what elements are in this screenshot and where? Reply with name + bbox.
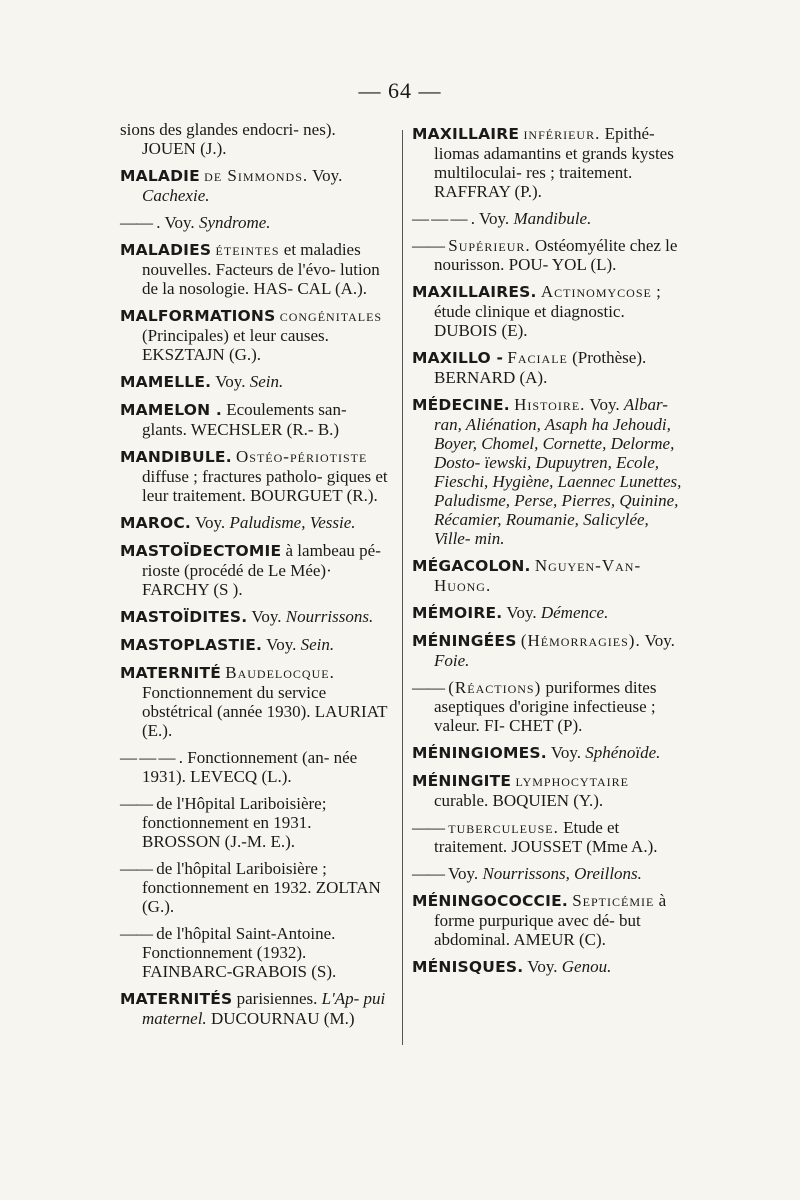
index-entry (412, 631, 684, 670)
index-entry (120, 794, 392, 851)
entry-headword: MÉNINGIOMES. (412, 744, 547, 762)
entry-text: . Voy. (156, 213, 195, 232)
entry-headword: MÉNINGÉES (412, 632, 517, 650)
entry-text: Voy. (527, 957, 558, 976)
entry-headword: MÉNINGOCOCCIE. (412, 892, 568, 910)
entry-crossref: Sein. (300, 635, 335, 654)
entry-text: Voy. (215, 372, 246, 391)
index-entry (412, 891, 684, 949)
entry-headword: MÉGACOLON. (412, 557, 531, 575)
entry-text: parisiennes. (236, 989, 318, 1008)
entry-headword: MAMELLE. (120, 373, 212, 391)
entry-subheading: Actinomycose (540, 282, 652, 301)
entry-text: curable. BOQUIEN (Y.). (434, 791, 604, 810)
entry-headword: MAMELON . (120, 401, 222, 419)
entry-text: Voy. (312, 166, 343, 185)
index-entry (120, 989, 392, 1028)
index-entry (412, 209, 684, 228)
entry-headword: MALFORMATIONS (120, 307, 276, 325)
index-entry (120, 166, 392, 205)
index-entry (412, 743, 684, 763)
index-entry (120, 372, 392, 392)
index-entry (412, 395, 684, 548)
entry-headword: MASTOÏDECTOMIE (120, 542, 282, 560)
index-entry (412, 957, 684, 977)
entry-text: puriformes dites aseptiques d'origine infectieuse ; valeur. FI- CHET (P). (434, 678, 657, 735)
entry-headword: MASTOPLASTIE. (120, 636, 263, 654)
index-entry (120, 635, 392, 655)
entry-text: . Voy. (470, 209, 510, 228)
entry-crossref: Genou. (561, 957, 612, 976)
entry-headword: MÉMOIRE. (412, 604, 503, 622)
index-entry (412, 236, 684, 274)
entry-headword: MÉNISQUES. (412, 958, 524, 976)
index-entry (120, 663, 392, 740)
entry-text: Epithé- liomas adamantins et grands kystes multiloculai- res ; traitement. RAFFRAY (P.). (434, 124, 674, 201)
index-entry (412, 556, 684, 595)
entry-dash: —— (412, 678, 444, 697)
entry-subheading: Histoire. (514, 395, 586, 414)
entry-text: de l'Hôpital Lariboisière; fonctionnement en 1931. BROSSON (J.-M. E.). (142, 794, 327, 851)
entry-headword: MASTOÏDITES. (120, 608, 248, 626)
entry-subheading: Baudelocque. (225, 663, 335, 682)
index-entry (120, 400, 392, 439)
index-entry (120, 607, 392, 627)
index-entry (412, 818, 684, 856)
entry-text: de l'hôpital Lariboisière ; fonctionnement en 1932. ZOLTAN (G.). (142, 859, 381, 916)
entry-text: de l'hôpital Saint-Antoine. Fonctionnement (1932). FAINBARC-GRABOIS (S). (142, 924, 337, 981)
entry-headword: MAROC. (120, 514, 191, 532)
entry-text: Ecoulements san- glants. WECHSLER (R.- B.) (142, 400, 347, 439)
entry-headword: MAXILLAIRES. (412, 283, 537, 301)
entry-text: Voy. (194, 513, 226, 532)
entry-text: Etude et traitement. JOUSSET (Mme A.). (434, 818, 658, 856)
entry-crossref: Nourrissons, Oreillons. (482, 864, 642, 883)
index-entry (120, 120, 392, 158)
entry-headword: MATERNITÉ (120, 664, 222, 682)
index-entry (120, 306, 392, 364)
entry-crossref: Mandibule. (513, 209, 592, 228)
index-entry (412, 348, 684, 387)
entry-text: (Principales) et leur causes. EKSZTAJN (G.). (142, 326, 329, 364)
index-entry (412, 678, 684, 735)
entry-text: Voy. (550, 743, 582, 762)
entry-text: . Fonctionnement (an- née 1931). LEVECQ (L.). (142, 748, 358, 786)
entry-subheading: Faciale (507, 348, 568, 367)
left-column (120, 120, 392, 1036)
entry-subheading: lymphocytaire (515, 771, 629, 790)
entry-text: Voy. (447, 864, 479, 883)
entry-headword: MALADIES (120, 241, 212, 259)
index-entry (412, 771, 684, 810)
entry-text: DUCOURNAU (M.) (210, 1009, 355, 1028)
entry-subheading: Supérieur. (448, 236, 531, 255)
entry-text: à lambeau pé- rioste (procédé de Le Mée)· FARCHY (S ). (142, 541, 381, 599)
entry-headword: MÉDECINE. (412, 396, 510, 414)
entry-subheading: congénitales (279, 306, 383, 325)
entry-crossref: Foie. (434, 651, 470, 670)
entry-crossref: Sphénoïde. (585, 743, 661, 762)
index-entry (120, 447, 392, 505)
index-entry (120, 240, 392, 298)
entry-crossref: Paludisme, Vessie. (229, 513, 356, 532)
entry-subheading: de Simmonds. (204, 166, 309, 185)
entry-dash: —— (412, 864, 444, 883)
entry-headword: MATERNITÉS (120, 990, 233, 1008)
entry-subheading: (Réactions) (448, 678, 542, 697)
entry-text: ; étude clinique et diagnostic. DUBOIS (E). (434, 282, 661, 340)
entry-dash: — — — (412, 209, 467, 228)
entry-text: Voy. (251, 607, 282, 626)
entry-subheading: tuberculeuse. (448, 818, 559, 837)
entry-text: (Prothèse). BERNARD (A). (434, 348, 647, 387)
entry-text: Fonctionnement du service obstétrical (année 1930). LAURIAT (E.). (142, 683, 388, 740)
entry-crossref: Albar- ran, Aliénation, Asaph ha Jehoudi, Boyer, Chomel, Cornette, Delorme, Dosto- ïewski, Dupuytren, Ecole, Fieschi, Hygiène, Laennec Lunettes, Paludisme, Perse, Pierres, Quinine, Récamier, Roumanie, Salicylée, Ville- min. (434, 395, 682, 548)
entry-subheading: Ostéo-périotiste (236, 447, 368, 466)
index-entry (412, 864, 684, 883)
entry-text: Voy. (266, 635, 297, 654)
entry-crossref: Syndrome. (198, 213, 271, 232)
entry-text: Ostéomyélite chez le nourisson. POU- YOL (L). (434, 236, 678, 274)
index-entry (120, 924, 392, 981)
entry-crossref: L'Ap- pui maternel. (142, 989, 386, 1028)
right-column (412, 124, 684, 985)
column-divider (402, 130, 403, 1045)
entry-headword: MAXILLO - (412, 349, 504, 367)
entry-dash: —— (412, 236, 444, 255)
entry-text: et maladies nouvelles. Facteurs de l'évo- lution de la nosologie. HAS- CAL (A.). (142, 240, 380, 298)
entry-text: à forme purpurique avec dé- but abdominal. AMEUR (C). (434, 891, 667, 949)
entry-headword: MÉNINGITE (412, 772, 512, 790)
entry-crossref: Cachexie. (142, 186, 210, 205)
index-entry (412, 282, 684, 340)
entry-headword: MALADIE (120, 167, 200, 185)
entry-dash: —— (120, 794, 152, 813)
entry-text: Voy. (644, 631, 675, 650)
entry-crossref: Nourrissons. (285, 607, 374, 626)
index-entry (120, 859, 392, 916)
entry-subheading: Septicémie (572, 891, 655, 910)
index-entry (120, 213, 392, 232)
entry-dash: — — — (120, 748, 175, 767)
index-entry (120, 541, 392, 599)
index-entry (120, 513, 392, 533)
entry-text: Voy. (589, 395, 620, 414)
entry-dash: —— (120, 213, 152, 232)
entry-subheading: Nguyen-Van- Huong. (434, 556, 642, 595)
entry-subheading: inférieur. (523, 124, 601, 143)
entry-text: diffuse ; fractures patholo- giques et leur traitement. BOURGUET (R.). (142, 467, 388, 505)
entry-headword: MAXILLAIRE (412, 125, 520, 143)
page-number: — 64 — (358, 78, 442, 103)
entry-crossref: Démence. (540, 603, 609, 622)
entry-headword: MANDIBULE. (120, 448, 232, 466)
entry-dash: —— (120, 859, 152, 878)
entry-subheading: (Hémorragies). (520, 631, 641, 650)
entry-crossref: Sein. (249, 372, 284, 391)
entry-dash: —— (412, 818, 444, 837)
index-entry (412, 603, 684, 623)
index-entry (120, 748, 392, 786)
entry-subheading: éteintes (215, 240, 280, 259)
index-entry (412, 124, 684, 201)
entry-dash: —— (120, 924, 152, 943)
entry-text: Voy. (506, 603, 537, 622)
entry-text: sions des glandes endocri- nes). JOUEN (J.). (120, 120, 336, 158)
